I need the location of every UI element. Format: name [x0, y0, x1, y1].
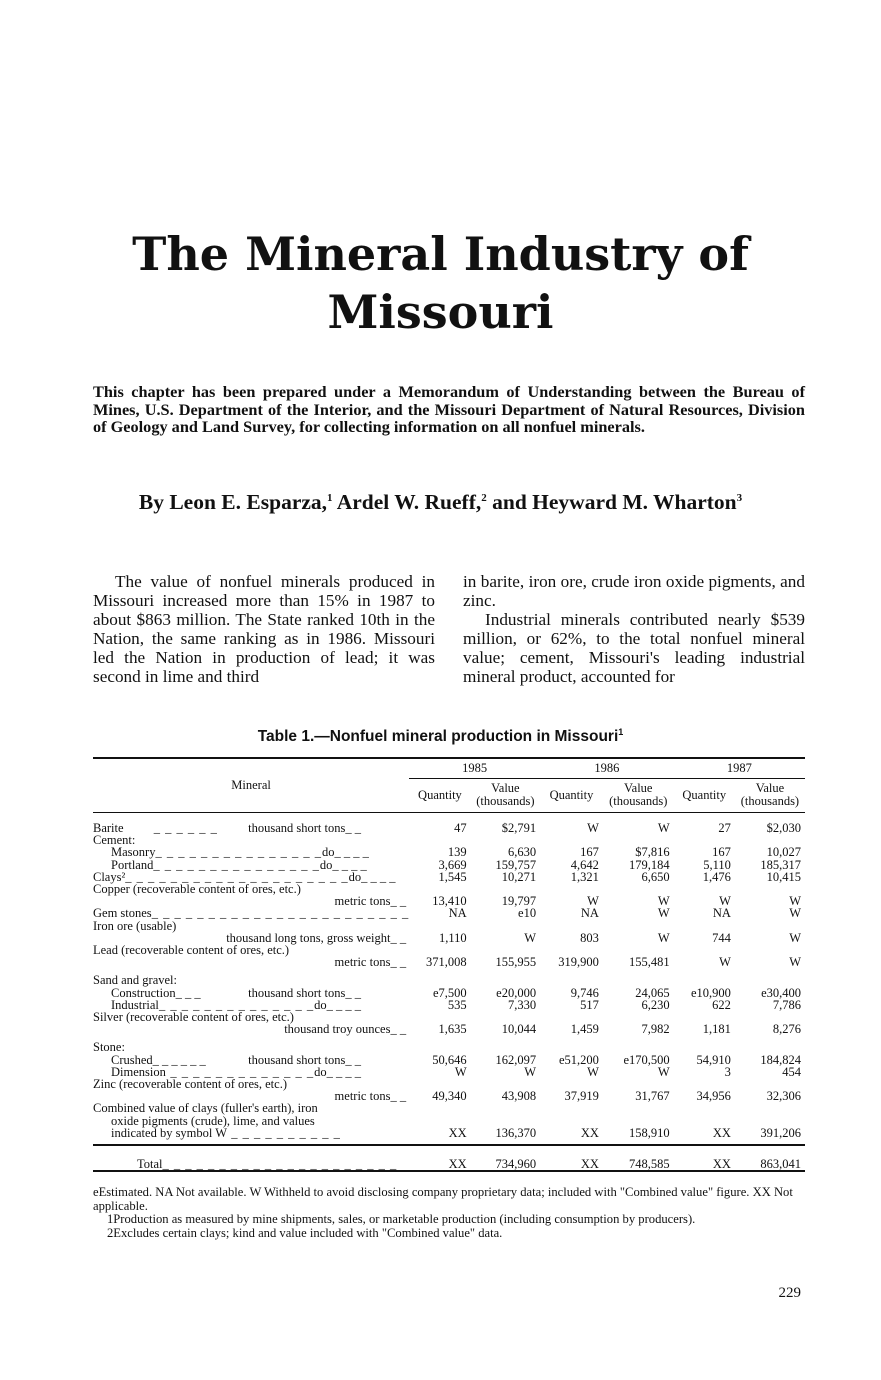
table-title: [0, 727, 881, 746]
table-row: thousand troy ounces_ _ 1,635 10,044 1,459 7,982 1,181 8,276: [284, 1022, 801, 1037]
table-row: Industrial _ _ _ _ _ _ _ _ _ _ _ _ _ _do_ _ _ _ 535 7,330 517 6,230 622 7,786: [111, 997, 801, 1012]
author-3: and Heyward M. Wharton: [486, 490, 737, 514]
table-row: Clays² _ _ _ _ _ _ _ _ _ _ _ _ _ _ _ _ _ _ _ _do_ _ _ _ 1,545 10,271 1,321 6,650 1,476 10,415: [93, 869, 801, 884]
table-row: Copper (recoverable content of ores, etc.): [93, 882, 301, 897]
authors-prefix: By: [138, 490, 170, 514]
footnote-2: 2Excludes certain clays; kind and value included with "Combined value" data.: [107, 1225, 503, 1240]
table-row: metric tons_ _ 49,340 43,908 37,919 31,767 34,956 32,306: [334, 1089, 801, 1104]
value-header: Value (thousands): [735, 778, 805, 812]
table-row: indicated by symbol W _ _ _ _ _ _ _ _ _ _ XX 136,370 XX 158,910 XX 391,206: [111, 1125, 801, 1140]
table-row: Portland _ _ _ _ _ _ _ _ _ _ _ _ _ _ _do_ _ _ _ 3,669 159,757 4,642 179,184 5,110 185,317: [111, 857, 801, 872]
table-row: Cement:: [93, 833, 136, 848]
year-header-1987: 1987: [674, 758, 805, 778]
value-header: Value (thousands): [471, 778, 540, 812]
table-row: Combined value of clays (fuller's earth), iron: [93, 1101, 318, 1116]
body-paragraph-1: The value of nonfuel minerals produced in Missouri increased more than 15% in 1987 to about $863 million. The State ranked 10th in the Nation, the same ranking as in 1986. Missouri led the Nation in production of lead; it was second in lime and third: [93, 572, 435, 686]
table-row: Stone:: [93, 1040, 125, 1055]
body-text: [93, 572, 805, 686]
page-title: [0, 225, 881, 341]
year-header-1985: 1985: [409, 758, 540, 778]
table-row: Masonry _ _ _ _ _ _ _ _ _ _ _ _ _ _ _do_ _ _ _ 139 6,630 167 $7,816 167 10,027: [111, 845, 801, 860]
author-1-note: 1: [327, 491, 333, 504]
table-total-row: Total_ _ _ _ _ _ _ _ _ _ _ _ _ _ _ _ _ _ _ _ _ XX 734,960 XX 748,585 XX 863,041: [93, 1145, 805, 1171]
table-title-note: 1: [618, 727, 624, 737]
footnote-legend: eEstimated. NA Not available. W Withheld to avoid disclosing company proprietary data; included with "Combined value" figure. XX Not applicable.: [93, 1185, 793, 1213]
intro-paragraph: This chapter has been prepared under a Memorandum of Understanding between the Bureau of Mines, U.S. Department of the Interior, and the Missouri Department of Natural Resources, Division of Geology and Land Survey, for collecting information on all nonfuel minerals.: [93, 382, 805, 436]
author-3-note: 3: [736, 491, 743, 504]
title-line-2: Missouri: [327, 285, 554, 339]
table-footnotes: [93, 1186, 805, 1240]
body-paragraph-2: Industrial minerals contributed nearly $539 million, or 62%, to the total nonfuel mineral value; cement, Missouri's leading industrial mineral product, accounted for: [463, 610, 805, 686]
author-1: Leon E. Esparza,: [169, 490, 328, 514]
body-column-right: [463, 572, 805, 686]
table-title-text: Table 1.—Nonfuel mineral production in Missouri: [257, 728, 619, 746]
quantity-header: Quantity: [540, 778, 603, 812]
title-line-1: The Mineral Industry of: [132, 227, 749, 281]
year-header-1986: 1986: [540, 758, 674, 778]
table-row: Gem stones_ _ _ _ _ _ _ _ _ _ _ _ _ _ _ _ _ _ _ _ _ _ _ NA e10 NA W NA W: [93, 906, 801, 921]
value-header: Value (thousands): [603, 778, 674, 812]
mineral-production-table: [93, 757, 805, 1172]
author-2-note: 2: [481, 491, 487, 504]
mineral-column-header: Mineral: [93, 758, 409, 812]
table-row: Iron ore (usable): [93, 918, 177, 933]
body-paragraph-1-cont: in barite, iron ore, crude iron oxide pigments, and zinc.: [463, 572, 805, 610]
table-row: metric tons_ _ 371,008 155,955 319,900 155,481 W W: [334, 955, 801, 970]
author-2: Ardel W. Rueff,: [332, 490, 482, 514]
authors-line: [0, 490, 881, 515]
table-row: thousand long tons, gross weight_ _ 1,110 W 803 W 744 W: [226, 930, 801, 945]
table-row: Sand and gravel:: [93, 973, 178, 988]
quantity-header: Quantity: [409, 778, 470, 812]
table-row: metric tons_ _ 13,410 19,797 W W W W: [334, 894, 801, 909]
page-number: 229: [778, 1285, 801, 1301]
table-row: Barite _ _ _ _ _ _ thousand short tons_ _ 47 $2,791 W W 27 $2,030: [93, 821, 801, 835]
table-row: Crushed_ _ _ _ _ _ thousand short tons_ _ 50,646 162,097 e51,200 e170,500 54,910 184,824: [111, 1052, 801, 1067]
body-column-left: [93, 572, 435, 686]
table-row: Zinc (recoverable content of ores, etc.): [93, 1077, 287, 1092]
table-row: Construction_ _ _ thousand short tons_ _ e7,500 e20,000 9,746 24,065 e10,900 e30,400: [111, 985, 801, 1000]
table-row: oxide pigments (crude), lime, and values: [111, 1113, 315, 1128]
footnote-1: 1Production as measured by mine shipments, sales, or marketable production (including consumption by producers).: [107, 1212, 696, 1226]
table-row: Lead (recoverable content of ores, etc.): [93, 943, 290, 958]
table-row: Silver (recoverable content of ores, etc.): [93, 1010, 294, 1025]
table-row: Dimension _ _ _ _ _ _ _ _ _ _ _ _ _do_ _ _ _ W W W W 3 454: [111, 1064, 801, 1079]
quantity-header: Quantity: [674, 778, 735, 812]
